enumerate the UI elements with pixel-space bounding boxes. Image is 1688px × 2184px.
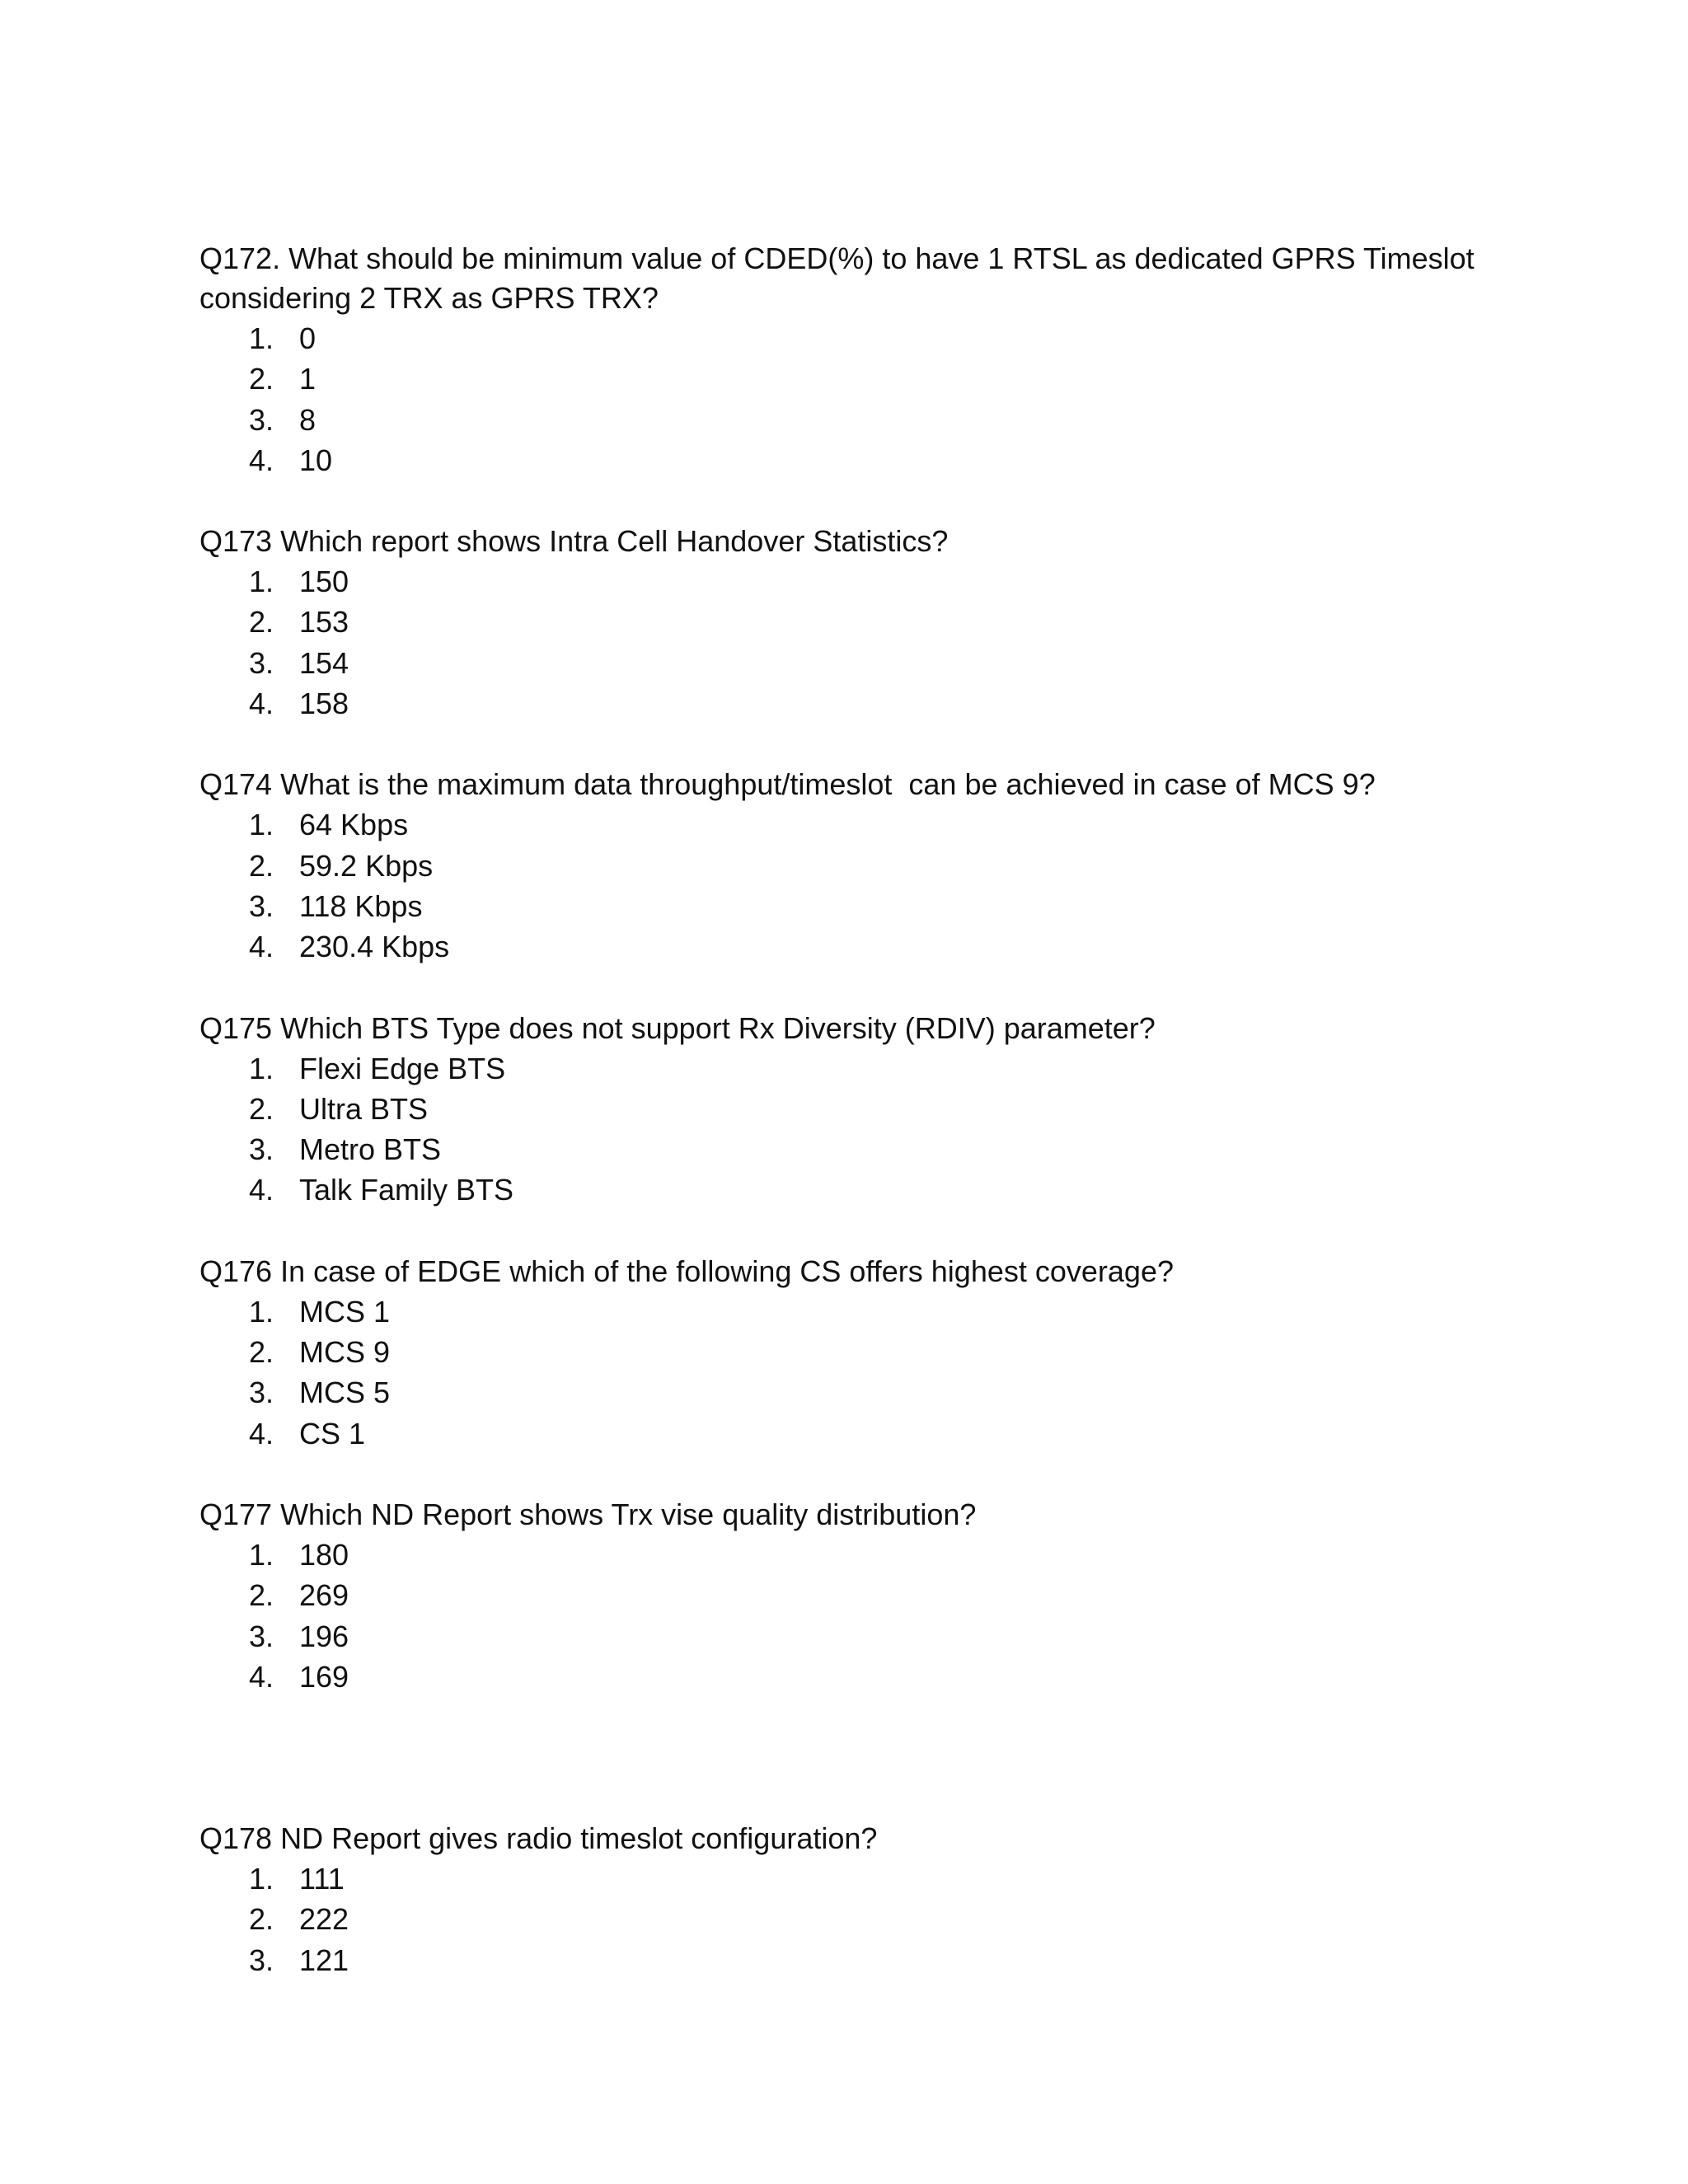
option-item <box>249 1535 1518 1575</box>
option-label: 222 <box>299 1902 349 1937</box>
option-item <box>249 926 1518 967</box>
question-block <box>199 1495 1518 1697</box>
option-label: 111 <box>299 1862 345 1896</box>
option-item <box>249 1089 1518 1129</box>
option-number: 3. <box>249 645 274 680</box>
option-item <box>249 1413 1518 1454</box>
option-number: 3. <box>249 402 274 437</box>
option-label: Ultra BTS <box>299 1091 429 1126</box>
option-label: 158 <box>299 687 349 721</box>
option-label: CS 1 <box>299 1416 366 1451</box>
option-item <box>249 683 1518 724</box>
option-label: 154 <box>299 645 349 680</box>
option-item <box>249 318 1518 359</box>
option-number: 4. <box>249 1659 274 1694</box>
option-number: 4. <box>249 1416 274 1451</box>
question-text: Q172. What should be minimum value of CDED(%) to have 1 RTSL as dedicated GPRS Timeslot considering 2 TRX as GPRS TRX? <box>199 241 1483 315</box>
option-label: 121 <box>299 1943 349 1977</box>
option-item <box>249 400 1518 440</box>
option-list <box>199 318 1518 480</box>
option-label: 8 <box>299 402 316 437</box>
question-text: Q174 What is the maximum data throughput/timeslot can be achieved in case of MCS 9? <box>199 767 1376 802</box>
option-list <box>199 1048 1518 1211</box>
option-number: 3. <box>249 1132 274 1167</box>
option-number: 4. <box>249 443 274 477</box>
question-text: Q173 Which report shows Intra Cell Handover Statistics? <box>199 524 949 559</box>
option-label: Flexi Edge BTS <box>299 1051 506 1085</box>
option-label: 153 <box>299 605 349 640</box>
option-number: 2. <box>249 848 274 883</box>
option-label: 64 Kbps <box>299 808 409 842</box>
option-number: 4. <box>249 687 274 721</box>
question-block <box>199 1252 1518 1454</box>
option-item <box>249 1372 1518 1413</box>
option-item <box>249 846 1518 886</box>
question-list <box>199 239 1518 2022</box>
option-item <box>249 643 1518 683</box>
option-item <box>249 1657 1518 1697</box>
option-number: 1. <box>249 1862 274 1896</box>
option-label: 1 <box>299 362 316 396</box>
option-list <box>199 561 1518 724</box>
option-label: 180 <box>299 1537 349 1572</box>
option-label: MCS 1 <box>299 1294 391 1329</box>
option-item <box>249 1858 1518 1899</box>
option-item <box>249 1940 1518 1980</box>
option-item <box>249 1899 1518 1939</box>
option-label: 59.2 Kbps <box>299 848 434 883</box>
option-number: 1. <box>249 808 274 842</box>
question-block <box>199 239 1518 480</box>
option-number: 1. <box>249 1294 274 1329</box>
option-list <box>199 1535 1518 1697</box>
option-list <box>199 1291 1518 1454</box>
option-item <box>249 1048 1518 1089</box>
option-label: Metro BTS <box>299 1132 442 1167</box>
question-text: Q177 Which ND Report shows Trx vise quality distribution? <box>199 1497 977 1531</box>
option-label: 230.4 Kbps <box>299 930 450 964</box>
option-number: 2. <box>249 1091 274 1126</box>
option-number: 2. <box>249 1578 274 1613</box>
option-item <box>249 1616 1518 1657</box>
option-number: 3. <box>249 1376 274 1410</box>
option-label: 150 <box>299 565 349 599</box>
option-label: Talk Family BTS <box>299 1173 514 1207</box>
option-number: 1. <box>249 1051 274 1085</box>
option-label: MCS 9 <box>299 1335 391 1370</box>
option-item <box>249 804 1518 845</box>
option-list <box>199 1858 1518 1980</box>
option-label: 269 <box>299 1578 349 1613</box>
option-number: 3. <box>249 1943 274 1977</box>
option-number: 1. <box>249 565 274 599</box>
question-block <box>199 1819 1518 1980</box>
question-text: Q175 Which BTS Type does not support Rx Diversity (RDIV) parameter? <box>199 1010 1156 1045</box>
option-item <box>249 1291 1518 1332</box>
question-block <box>199 1009 1518 1211</box>
option-label: 10 <box>299 443 333 477</box>
option-number: 2. <box>249 1335 274 1370</box>
question-block <box>199 765 1518 967</box>
option-list <box>199 804 1518 967</box>
option-number: 4. <box>249 1173 274 1207</box>
option-number: 1. <box>249 321 274 355</box>
option-number: 4. <box>249 930 274 964</box>
option-label: 118 Kbps <box>299 888 423 923</box>
option-number: 2. <box>249 605 274 640</box>
option-number: 1. <box>249 1537 274 1572</box>
option-item <box>249 1129 1518 1169</box>
option-item <box>249 359 1518 399</box>
option-label: 0 <box>299 321 316 355</box>
question-block <box>199 522 1518 724</box>
option-number: 3. <box>249 888 274 923</box>
option-number: 2. <box>249 1902 274 1937</box>
option-item <box>249 561 1518 602</box>
option-number: 3. <box>249 1619 274 1653</box>
option-item <box>249 886 1518 926</box>
option-item <box>249 1575 1518 1615</box>
question-text: Q176 In case of EDGE which of the following CS offers highest coverage? <box>199 1254 1174 1288</box>
option-item <box>249 440 1518 480</box>
option-item <box>249 602 1518 642</box>
option-item <box>249 1332 1518 1372</box>
option-label: 196 <box>299 1619 349 1653</box>
option-label: 169 <box>299 1659 349 1694</box>
option-item <box>249 1169 1518 1210</box>
question-text: Q178 ND Report gives radio timeslot configuration? <box>199 1821 878 1856</box>
option-label: MCS 5 <box>299 1376 391 1410</box>
option-number: 2. <box>249 362 274 396</box>
